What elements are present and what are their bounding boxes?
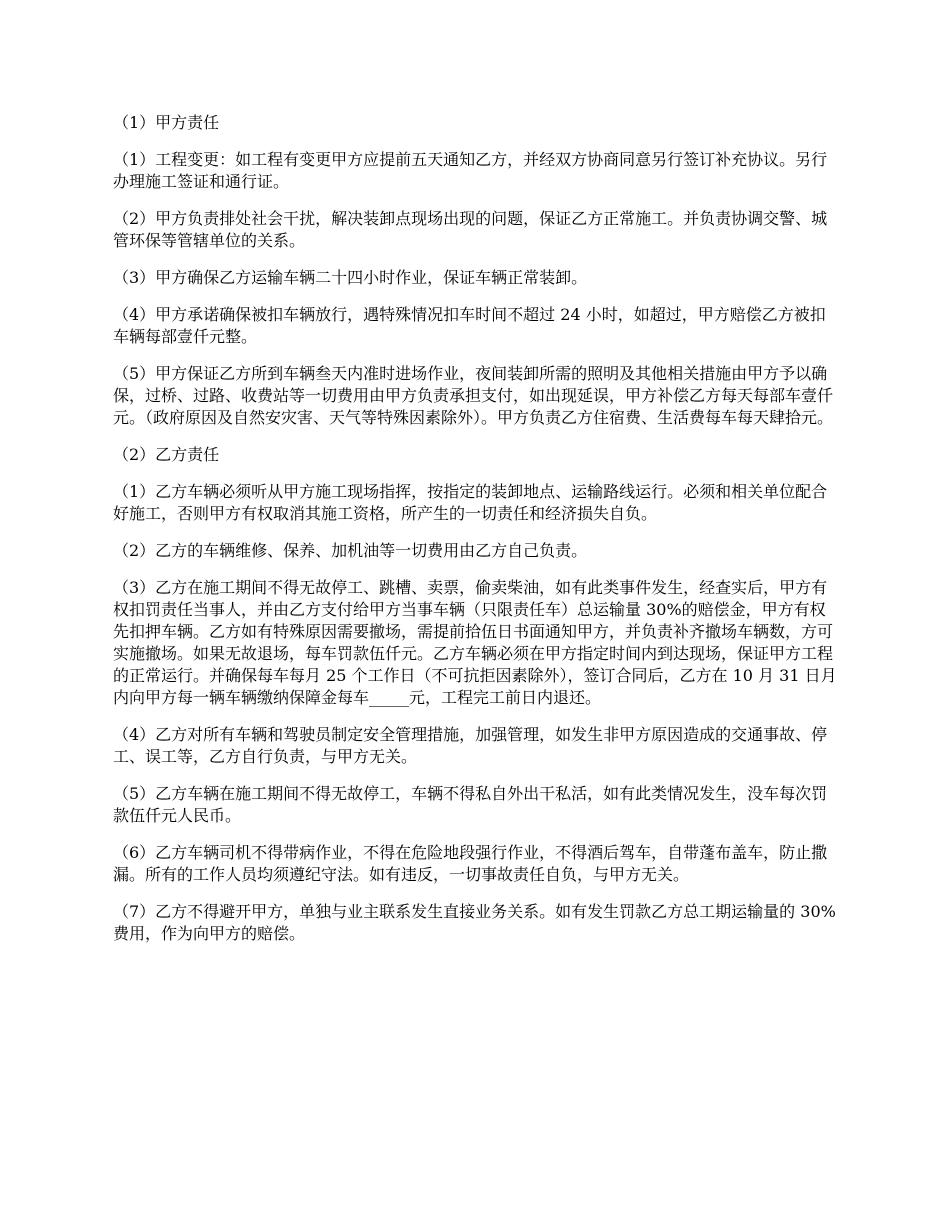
clause-b5: （5）乙方车辆在施工期间不得无故停工，车辆不得私自外出干私活，如有此类情况发生，没车每次罚款伍仟元人民币。 (113, 784, 828, 825)
clause-b1: （1）乙方车辆必须听从甲方施工现场指挥，按指定的装卸地点、运输路线运行。必须和相关单位配合好施工，否则甲方有权取消其施工资格，所产生的一切责任和经济损失自负。 (113, 482, 828, 523)
clause-a2: （2）甲方负责排处社会干扰，解决装卸点现场出现的问题，保证乙方正常施工。并负责协调交警、城管环保等管辖单位的关系。 (113, 209, 828, 250)
section-heading-party-a: （1）甲方责任 (113, 113, 220, 132)
clause-b6: （6）乙方车辆司机不得带病作业，不得在危险地段强行作业，不得酒后驾车，自带蓬布盖车，防止撒漏。所有的工作人员均须遵纪守法。如有违反，一切事故责任自负，与甲方无关。 (113, 843, 828, 884)
clause-b3: （3）乙方在施工期间不得无故停工、跳槽、卖票，偷卖柴油，如有此类事件发生，经查实后，甲方有权扣罚责任当事人，并由乙方支付给甲方当事车辆（只限责任车）总运输量 30%的赔偿金，甲方有权先扣押车辆。乙方如有特殊原因需要撤场，需提前拾伍日书面通知甲方，并负责补齐撤场车辆数，方可实施撤场。如果无故退场，每车罚款伍仟元。乙方车辆必须在甲方指定时间内到达现场，保证甲方工程的正常运行。并确保每车每月 25 个工作日（不可抗拒因素除外），签订合同后，乙方在 10 月 31 日月内向甲方每一辆车辆缴纳保障金每车_____元，工程完工前日内退还。 (113, 578, 837, 707)
clause-a5: （5）甲方保证乙方所到车辆叁天内准时进场作业，夜间装卸所需的照明及其他相关措施由甲方予以确保，过桥、过路、收费站等一切费用由甲方负责承担支付，如出现延误，甲方补偿乙方每天每部车壹仟元。（政府原因及自然安灾害、天气等特殊因素除外）。甲方负责乙方住宿费、生活费每车每天肆拾元。 (113, 364, 834, 427)
clause-a4: （4）甲方承诺确保被扣车辆放行，遇特殊情况扣车时间不超过 24 小时，如超过，甲方赔偿乙方被扣车辆每部壹仟元整。 (113, 305, 826, 346)
clause-b4: （4）乙方对所有车辆和驾驶员制定安全管理措施，加强管理，如发生非甲方原因造成的交通事故、停工、误工等，乙方自行负责，与甲方无关。 (113, 725, 828, 766)
clause-b7: （7）乙方不得避开甲方，单独与业主联系发生直接业务关系。如有发生罚款乙方总工期运输量的 30%费用，作为向甲方的赔偿。 (113, 902, 836, 943)
document-body (113, 112, 841, 960)
clause-a3: （3）甲方确保乙方运输车辆二十四小时作业，保证车辆正常装卸。 (113, 268, 588, 287)
section-heading-party-b: （2）乙方责任 (113, 445, 220, 464)
clause-a1: （1）工程变更：如工程有变更甲方应提前五天通知乙方，并经双方协商同意另行签订补充协议。另行办理施工签证和通行证。 (113, 150, 828, 191)
clause-b2: （2）乙方的车辆维修、保养、加机油等一切费用由乙方自己负责。 (113, 541, 588, 560)
